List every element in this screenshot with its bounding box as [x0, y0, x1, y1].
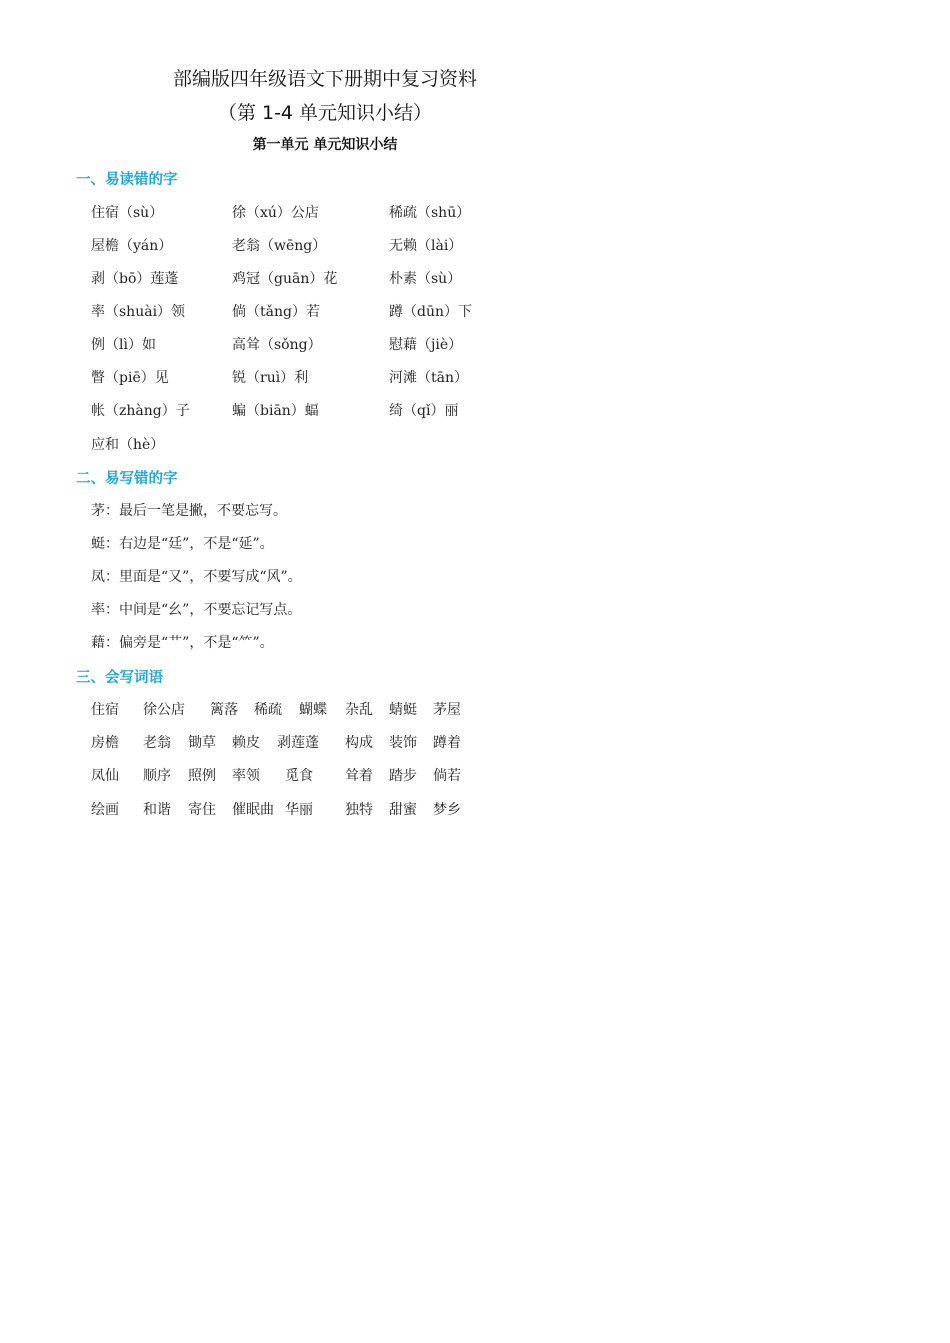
vocab-word: 篱落	[210, 702, 238, 718]
vocab-word: 房檐	[91, 735, 119, 751]
vocab-word: 梦乡	[433, 802, 461, 818]
pinyin-item: 稀疏（shū）	[389, 205, 471, 221]
vocab-word: 顺序	[143, 768, 171, 784]
section-heading-vocabulary: 三、会写词语	[76, 670, 163, 686]
pinyin-item: 朴素（sù）	[389, 271, 462, 287]
vocab-word: 率领	[232, 768, 260, 784]
pinyin-item: 河滩（tān）	[389, 370, 468, 386]
writing-note: 藉：偏旁是“艹”，不是“⺮”。	[91, 635, 274, 651]
pinyin-item: 例（lì）如	[91, 337, 156, 353]
vocab-word: 甜蜜	[389, 802, 417, 818]
document-title: 部编版四年级语文下册期中复习资料	[172, 68, 477, 90]
vocab-word: 觅食	[285, 768, 313, 784]
pinyin-item: 应和（hè）	[91, 437, 165, 453]
pinyin-item: 住宿（sù）	[91, 205, 164, 221]
vocab-word: 照例	[188, 768, 216, 784]
document-subtitle: （第 1-4 单元知识小结）	[217, 102, 433, 124]
vocab-word: 凤仙	[91, 768, 119, 784]
pinyin-item: 剥（bō）莲蓬	[91, 271, 179, 287]
pinyin-item: 帐（zhàng）子	[91, 403, 190, 419]
vocab-word: 独特	[345, 802, 373, 818]
pinyin-item: 无赖（lài）	[389, 238, 463, 254]
vocab-word: 和谐	[143, 802, 171, 818]
vocab-word: 徐公店	[143, 702, 185, 718]
pinyin-item: 高耸（sǒng）	[232, 337, 322, 353]
vocab-word: 装饰	[389, 735, 417, 751]
vocab-word: 踏步	[389, 768, 417, 784]
vocab-word: 茅屋	[433, 702, 461, 718]
pinyin-item: 鸡冠（guān）花	[232, 271, 338, 287]
vocab-word: 蹲着	[433, 735, 461, 751]
vocab-word: 老翁	[143, 735, 171, 751]
vocab-word: 寄住	[188, 802, 216, 818]
writing-note: 茅：最后一笔是撇，不要忘写。	[91, 503, 287, 519]
pinyin-item: 绮（qǐ）丽	[389, 403, 459, 419]
pinyin-item: 率（shuài）领	[91, 304, 186, 320]
writing-note: 凤：里面是“又”，不要写成“风”。	[91, 569, 302, 585]
pinyin-item: 徐（xú）公店	[232, 205, 319, 221]
pinyin-item: 倘（tǎng）若	[232, 304, 320, 320]
pinyin-item: 锐（ruì）利	[232, 370, 309, 386]
vocab-word: 华丽	[285, 802, 313, 818]
unit-title: 第一单元 单元知识小结	[252, 137, 398, 153]
vocab-word: 耸着	[345, 768, 373, 784]
pinyin-item: 蹲（dūn）下	[389, 304, 472, 320]
vocab-word: 住宿	[91, 702, 119, 718]
pinyin-item: 瞥（piē）见	[91, 370, 169, 386]
writing-note: 率：中间是“幺”，不要忘记写点。	[91, 602, 302, 618]
section-heading-writing: 二、易写错的字	[76, 471, 178, 487]
vocab-word: 蝴蝶	[299, 702, 327, 718]
vocab-word: 稀疏	[254, 702, 282, 718]
vocab-word: 绘画	[91, 802, 119, 818]
section-heading-pronunciation: 一、易读错的字	[76, 172, 178, 188]
vocab-word: 催眠曲	[232, 802, 274, 818]
vocab-word: 蜻蜓	[389, 702, 417, 718]
vocab-word: 赖皮	[232, 735, 260, 751]
vocab-word: 剥莲蓬	[277, 735, 319, 751]
vocab-word: 锄草	[188, 735, 216, 751]
vocab-word: 构成	[345, 735, 373, 751]
pinyin-item: 蝙（biān）蝠	[232, 403, 319, 419]
vocab-word: 杂乱	[345, 702, 373, 718]
writing-note: 蜓：右边是“廷”，不是“延”。	[91, 536, 274, 552]
pinyin-item: 慰藉（jiè）	[389, 337, 463, 353]
pinyin-item: 屋檐（yán）	[91, 238, 173, 254]
pinyin-item: 老翁（wēng）	[232, 238, 327, 254]
vocab-word: 倘若	[433, 768, 461, 784]
